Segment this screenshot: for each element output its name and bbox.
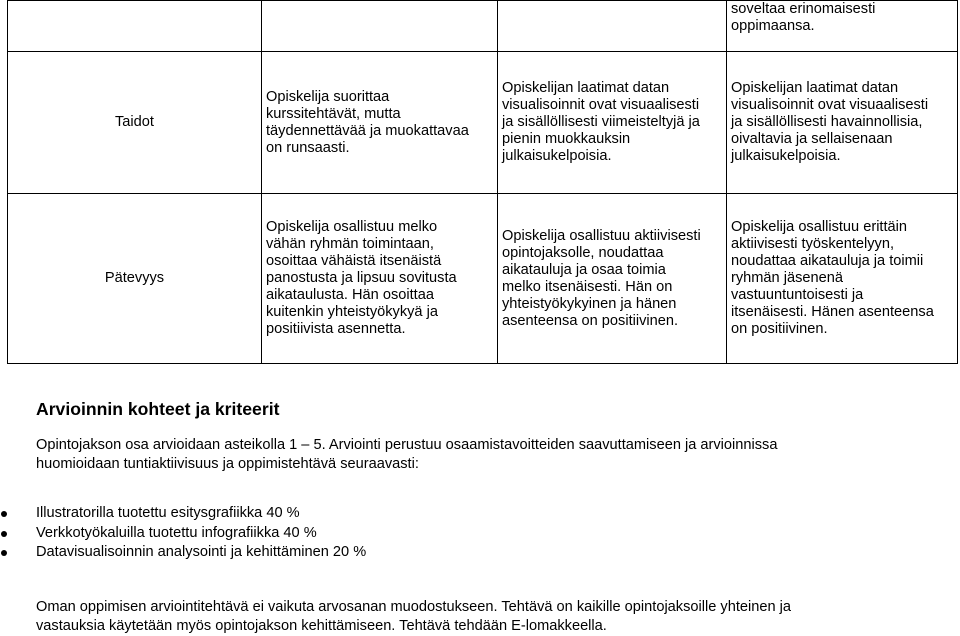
row-label-taidot: Taidot — [8, 52, 262, 194]
taidot-level-mid — [498, 52, 727, 194]
text-line: pienin muokkauksin — [502, 131, 631, 147]
text-line: ja sisällöllisesti viimeisteltyjä ja — [502, 114, 700, 130]
taidot-level-high — [727, 52, 958, 194]
section-heading: Arvioinnin kohteet ja kriteerit — [36, 399, 280, 419]
text-line: opintojaksolle, noudattaa — [502, 244, 664, 261]
rubric-top-cell-3 — [498, 1, 727, 52]
rubric-top-cell-1 — [8, 1, 262, 52]
text-line: noudattaa aikatauluja ja toimii — [731, 253, 924, 269]
text-line: julkaisukelpoisia. — [502, 148, 612, 164]
text-line: aikataulusta. Hän osoittaa — [266, 287, 434, 303]
text-line: Opiskelija suorittaa — [266, 88, 390, 105]
text-line: osoittaa vähäistä itsenäistä — [266, 253, 442, 269]
rubric-top-row — [8, 1, 958, 52]
bullet-icon — [1, 531, 7, 537]
rubric-top-cell-2 — [262, 1, 498, 52]
list-item — [0, 504, 900, 524]
text-line: ja sisällöllisesti havainnollisia, — [731, 114, 923, 130]
text-line: huomioidaan tuntiaktiivisuus ja oppimistehtävä seuraavasti: — [36, 456, 419, 472]
text-line: Opiskelijan laatimat datan — [731, 80, 899, 96]
rubric-top-cell-4 — [727, 1, 958, 52]
text-line: panostusta ja lipsuu sovitusta — [266, 270, 457, 286]
list-item-text: Datavisualisoinnin analysointi ja kehittäminen 20 % — [36, 544, 367, 560]
list-item-text: Illustratorilla tuotettu esitysgrafiikka 40 % — [36, 505, 300, 521]
text-line: Opiskelija osallistuu melko — [266, 219, 438, 235]
text-line: on positiivinen. — [731, 321, 828, 337]
text-line: kuitenkin yhteistyökykyä ja — [266, 304, 438, 320]
list-item-text: Verkkotyökaluilla tuotettu infografiikka 40 % — [36, 524, 317, 541]
text-line: positiivista asennetta. — [266, 321, 406, 337]
assessment-rubric-table — [7, 0, 958, 364]
text-line: on runsaasti. — [266, 139, 350, 156]
patevyys-level-mid — [498, 194, 727, 364]
row-label-patevyys: Pätevyys — [8, 194, 262, 364]
bullet-icon — [1, 550, 7, 556]
rubric-row-taidot — [8, 52, 958, 194]
text-line: kurssitehtävät, mutta — [266, 105, 401, 122]
list-item — [0, 543, 900, 563]
text-line: oppimaansa. — [731, 18, 815, 34]
text-line: visualisoinnit ovat visuaalisesti — [502, 97, 700, 113]
text-line: Oman oppimisen arviointitehtävä ei vaikuta arvosanan muodostukseen. Tehtävä on kaikille opintojaksoille yhteinen ja — [36, 599, 791, 615]
text-line: visualisoinnit ovat visuaalisesti — [731, 97, 929, 113]
text-line: Opiskelijan laatimat datan — [502, 80, 670, 96]
text-line: Opiskelija osallistuu erittäin — [731, 219, 908, 235]
text-line: soveltaa erinomaisesti — [731, 1, 876, 17]
text-line: julkaisukelpoisia. — [731, 148, 841, 164]
patevyys-level-high — [727, 194, 958, 364]
text-line: vastauksia käytetään myös opintojakson kehittämiseen. Tehtävä tehdään E-lomakkeella. — [36, 618, 607, 634]
text-line: vähän ryhmän toimintaan, — [266, 236, 434, 252]
text-line: täydennettävää ja muokattavaa — [266, 122, 469, 139]
weighting-list — [0, 504, 900, 563]
text-line: Opiskelija osallistuu aktiivisesti — [502, 227, 701, 244]
own-assignment-paragraph — [36, 598, 936, 636]
text-line: asenteensa on positiivinen. — [502, 312, 679, 329]
text-line: melko itsenäisesti. Hän on — [502, 278, 673, 295]
patevyys-level-low — [262, 194, 498, 364]
text-line: ryhmän jäsenenä — [731, 270, 843, 286]
text-line: oivaltavia ja sellaisenaan — [731, 131, 893, 147]
bullet-icon — [1, 511, 7, 517]
text-line: Opintojakson osa arvioidaan asteikolla 1 – 5. Arviointi perustuu osaamistavoitteiden saavuttamiseen ja arvioinnissa — [36, 437, 778, 453]
rubric-row-patevyys — [8, 194, 958, 364]
intro-paragraph — [36, 436, 936, 474]
list-item — [0, 524, 900, 544]
text-line: yhteistyökykyinen ja hänen — [502, 295, 677, 312]
text-line: aktiivisesti työskentelyyn, — [731, 236, 895, 252]
text-line: vastuuntuntoisesti ja — [731, 287, 864, 303]
text-line: aikatauluja ja osaa toimia — [502, 261, 666, 278]
text-line: itsenäisesti. Hänen asenteensa — [731, 304, 934, 320]
taidot-level-low — [262, 52, 498, 194]
